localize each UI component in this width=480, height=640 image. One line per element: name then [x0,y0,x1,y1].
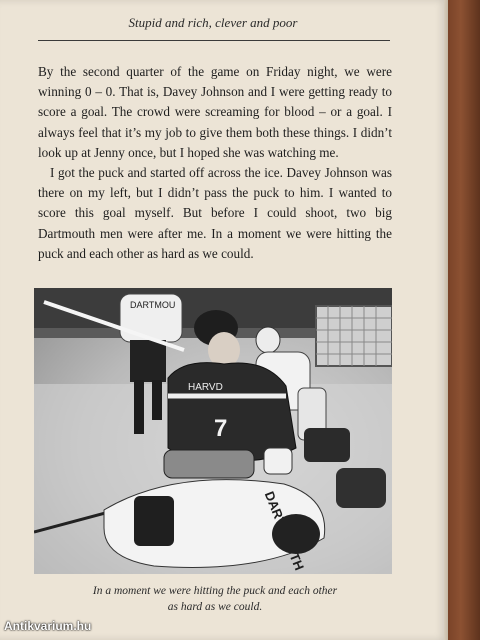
watermark-logo: Antikvarium.hu [4,619,92,633]
jersey-number: 7 [214,415,228,442]
hockey-glove [164,450,254,478]
hockey-photo [34,288,392,574]
header-rule [38,40,390,41]
jersey-text-top: DARTMOU [130,300,176,310]
caption-line-2: as hard as we could. [167,601,263,613]
photo-caption [38,583,392,615]
paragraph-2: I got the puck and started off across the ice. Davey Johnson was there on my left, but I didn’t pass the puck to him. I wanted to score this goal myself. But before I could shoot, two big Dartmouth men were after me. In a moment we were hitting the puck and each other as hard as we could. [38,165,392,261]
running-head: Stupid and rich, clever and poor [128,15,298,30]
hockey-photo-illustration [34,288,392,574]
jersey-text-front: HARVD [188,382,223,393]
paragraph-1: By the second quarter of the game on Friday night, we were winning 0 – 0. That is, Davey Johnson and I were getting ready to score a goal. The crowd were screaming for blood – or a goal. I always feel that it’s my job to give them both these things. I didn’t look up at Jenny once, but I hoped she was watching me. [38,64,392,160]
fallen-helmet [272,514,320,554]
book-cover-edge [448,0,480,640]
caption-line-1: In a moment we were hitting the puck and each other [92,585,338,597]
goal-net [316,306,392,366]
body-text [38,62,392,264]
